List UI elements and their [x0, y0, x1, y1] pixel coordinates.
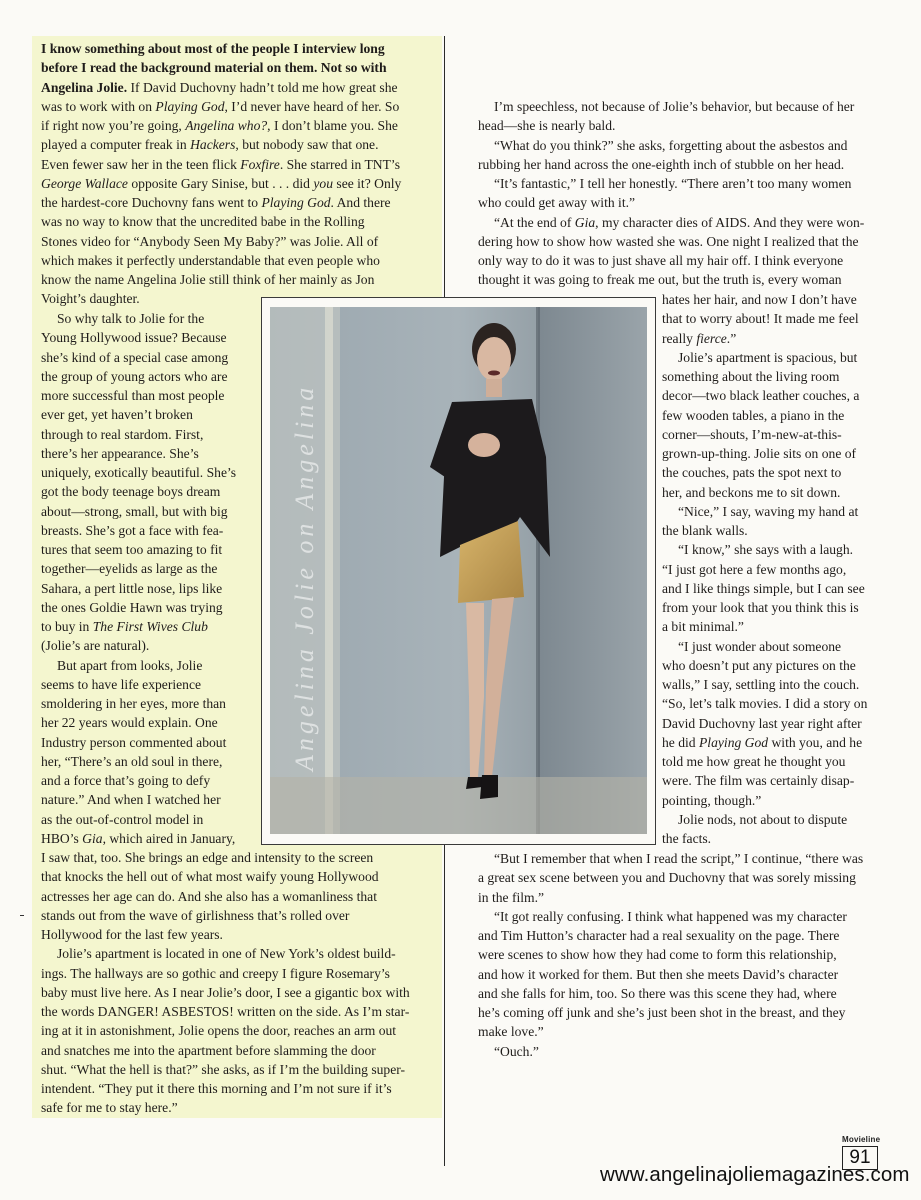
- text-run: , I don’t blame you. She: [267, 118, 398, 133]
- text-run: shut. “What the hell is that?” she asks, as if I’m the building super-: [41, 1061, 406, 1077]
- article-line: [41, 1002, 439, 1021]
- article-line: [41, 367, 259, 386]
- article-line: [41, 579, 259, 598]
- text-run: pointing, though.”: [662, 792, 762, 808]
- text-run: she’s kind of a special case among: [41, 349, 229, 365]
- article-line: [41, 848, 439, 867]
- text-run: uniquely, exotically beautiful. She’s: [41, 465, 237, 480]
- article-line: [41, 636, 259, 655]
- article-line: [662, 367, 888, 386]
- article-line: [478, 174, 888, 193]
- article-line: [41, 212, 439, 231]
- text-run: seems to have life experience: [41, 676, 202, 692]
- article-line: [478, 97, 888, 116]
- text-run: a great sex scene between you and Duchovny that was sorely missing: [478, 870, 856, 886]
- article-line: [478, 965, 888, 984]
- text-run: about—strong, small, but with big: [41, 503, 228, 519]
- article-line: [41, 829, 259, 848]
- article-line: [662, 425, 888, 444]
- article-line: [41, 713, 259, 732]
- article-line: [478, 1042, 888, 1061]
- text-run: see it? Only: [333, 175, 402, 191]
- text-run: who could get away with it.”: [478, 195, 636, 211]
- article-line: [662, 560, 888, 579]
- article-line: [41, 887, 439, 906]
- text-run: “I just wonder about someone: [678, 638, 842, 654]
- margin-mark: [20, 915, 24, 916]
- article-line: [41, 174, 439, 193]
- text-run: and snatches me into the apartment before slamming the door: [41, 1042, 376, 1058]
- article-line: [41, 771, 259, 790]
- page-number: 91: [842, 1146, 878, 1170]
- article-line: [41, 944, 439, 963]
- text-run: (Jolie’s are natural).: [41, 638, 150, 654]
- text-run: which makes it perfectly understandable that even people who: [41, 252, 380, 268]
- article-line: [662, 791, 888, 810]
- article-line: [41, 521, 259, 540]
- text-run: Gia: [574, 214, 596, 230]
- text-run: were. The film was certainly disap-: [662, 773, 855, 789]
- article-line: [662, 694, 888, 713]
- article-line: [662, 829, 888, 848]
- article-line: [41, 733, 259, 752]
- text-run: know the name Angelina Jolie still think of her mainly as Jon: [41, 272, 375, 287]
- text-run: So why talk to Jolie for the: [57, 311, 205, 326]
- article-line: [662, 598, 888, 617]
- article-line: [41, 270, 439, 289]
- text-run: who doesn’t put any pictures on the: [662, 657, 856, 673]
- article-line: [478, 888, 888, 907]
- article-line: [41, 78, 439, 97]
- text-run: The First Wives Club: [92, 619, 208, 634]
- text-run: stands out from the wave of girlishness that’s rolled over: [41, 907, 350, 923]
- article-line: [478, 136, 888, 155]
- article-line: [41, 752, 259, 771]
- text-run: together—eyelids as large as the: [41, 561, 218, 577]
- text-run: and how it worked for them. But then she meets David’s character: [478, 966, 839, 982]
- magazine-label: Movieline: [842, 1135, 881, 1144]
- text-run: the couches, pats the spot next to: [662, 465, 842, 481]
- text-run: actresses her age can do. And she also has a womanliness that: [41, 888, 377, 904]
- text-run: corner—shouts, I’m-new-at-this-: [662, 426, 842, 442]
- text-run: told me how great he thought you: [662, 754, 846, 769]
- text-run: the words DANGER! ASBESTOS! written on the side. As I’m star-: [41, 1004, 410, 1019]
- text-run: he did: [662, 734, 699, 750]
- text-run: as the out-of-control model in: [41, 811, 204, 827]
- article-line: [41, 790, 259, 809]
- article-line: [478, 926, 888, 945]
- text-run: hates her hair, and now I don’t have: [662, 292, 857, 307]
- text-run: that knocks the hell out of what most waify young Hollywood: [41, 869, 379, 885]
- article-line: [478, 213, 888, 232]
- article-col2-bottom: [478, 849, 888, 1061]
- article-line: [662, 579, 888, 598]
- article-line: [662, 348, 888, 367]
- article-line: [478, 232, 888, 251]
- text-run: the facts.: [662, 831, 712, 846]
- article-line: [478, 270, 888, 289]
- article-line: [41, 425, 259, 444]
- text-run: tures that seem too amazing to fit: [41, 542, 223, 557]
- text-run: baby must live here. As I near Jolie’s door, I see a gigantic box with: [41, 984, 410, 1000]
- text-run: Playing God: [699, 734, 769, 750]
- text-run: “But I remember that when I read the script,” I continue, “there was: [494, 851, 864, 866]
- text-run: and I like things simple, but I can see: [662, 580, 865, 596]
- text-run: ings. The hallways are so gothic and creepy I figure Rosemary’s: [41, 965, 390, 981]
- article-line: [662, 656, 888, 675]
- text-run: before I read the background material on them. Not so with: [41, 60, 387, 76]
- text-run: that to worry about! It made me feel: [662, 311, 859, 327]
- text-run: “At the end of: [494, 214, 575, 230]
- text-run: Playing God: [261, 195, 331, 210]
- article-line: [662, 329, 888, 348]
- article-line: [41, 867, 439, 886]
- article-line: [41, 617, 259, 636]
- text-run: played a computer freak in: [41, 137, 191, 153]
- text-run: “So, let’s talk movies. I did a story on: [662, 696, 868, 712]
- article-line: [41, 97, 439, 116]
- text-run: if right now you’re going,: [41, 118, 186, 133]
- article-line: [41, 444, 259, 463]
- article-line: [41, 328, 259, 347]
- text-run: and she falls for him, too. So there was this scene they had, where: [478, 985, 837, 1001]
- article-line: [478, 1022, 888, 1041]
- text-run: Jolie’s apartment is located in one of New York’s oldest build-: [57, 946, 396, 962]
- text-run: “Ouch.”: [494, 1043, 539, 1059]
- article-line: [41, 405, 259, 424]
- text-run: more successful than most people: [41, 388, 225, 403]
- text-run: her, and beckons me to sit down.: [662, 484, 841, 500]
- text-run: Stones video for “Anybody Seen My Baby?” was Jolie. All of: [41, 233, 379, 249]
- article-line: [662, 309, 888, 328]
- text-run: only way to do it was to just shave all my hair off. I think everyone: [478, 253, 844, 268]
- article-line: [478, 984, 888, 1003]
- text-run: Sahara, a pert little nose, lips like: [41, 580, 223, 596]
- article-col1-top: [41, 39, 439, 309]
- text-run: Hollywood for the last few years.: [41, 927, 223, 942]
- article-line: [41, 1079, 439, 1098]
- text-run: .”: [726, 330, 737, 346]
- article-line: [478, 849, 888, 868]
- text-run: dering how to show how wasted she was. One night I realized that the: [478, 233, 859, 249]
- article-line: [41, 482, 259, 501]
- text-run: the ones Goldie Hawn was trying: [41, 599, 223, 615]
- text-run: something about the living room: [662, 369, 840, 384]
- article-line: [662, 617, 888, 636]
- article-line: [41, 540, 259, 559]
- text-run: was no way to know that the uncredited babe in the Rolling: [41, 214, 365, 230]
- text-run: breasts. She’s got a face with fea-: [41, 522, 224, 538]
- text-run: Foxfire: [240, 156, 280, 172]
- text-run: thought it was going to freak me out, but the truth is, every woman: [478, 272, 842, 288]
- text-run: “What do you think?” she asks, forgetting about the asbestos and: [494, 137, 848, 153]
- article-line: [41, 694, 259, 713]
- text-run: “It got really confusing. I think what happened was my character: [494, 908, 847, 924]
- text-run: I’m speechless, not because of Jolie’s behavior, but because of her: [494, 99, 855, 114]
- text-run: he’s coming off junk and she’s just been shot in the breast, and they: [478, 1005, 846, 1020]
- article-line: [41, 309, 259, 328]
- text-run: I know something about most of the people I interview long: [41, 41, 385, 56]
- text-run: were scenes to show how they had come to form this relationship,: [478, 947, 837, 963]
- article-line: [662, 540, 888, 559]
- text-run: ing at it in astonishment, Jolie opens the door, reaches an arm out: [41, 1023, 397, 1039]
- text-run: few wooden tables, a piano in the: [662, 407, 845, 423]
- photo-overlay-script: Angelina Jolie on Angelina: [290, 383, 319, 771]
- article-line: [41, 155, 439, 174]
- text-run: her 22 years would explain. One: [41, 715, 218, 731]
- article-line: [662, 810, 888, 829]
- article-line: [662, 675, 888, 694]
- article-line: [478, 155, 888, 174]
- text-run: Angelina who?: [185, 118, 268, 133]
- article-line: [41, 598, 259, 617]
- text-run: make love.”: [478, 1024, 544, 1040]
- article-line: [41, 502, 259, 521]
- article-line: [41, 251, 439, 270]
- website-url: www.angelinajoliemagazines.com: [600, 1163, 910, 1186]
- article-line: [41, 964, 439, 983]
- article-line: [478, 116, 888, 135]
- article-line: [478, 945, 888, 964]
- text-run: “I just got here a few months ago,: [662, 561, 847, 577]
- text-run: in the film.”: [478, 889, 545, 905]
- text-run: her, “There’s an old soul in there,: [41, 753, 223, 769]
- article-line: [41, 983, 439, 1002]
- text-run: , but nobody saw that one.: [235, 137, 379, 153]
- article-line: [478, 1003, 888, 1022]
- text-run: Young Hollywood issue? Because: [41, 330, 227, 346]
- text-run: was to work with on: [41, 98, 156, 114]
- text-run: walls,” I say, settling into the couch.: [662, 677, 860, 692]
- article-line: [41, 906, 439, 925]
- article-line: [41, 559, 259, 578]
- text-run: Hackers: [190, 137, 236, 153]
- article-line: [41, 135, 439, 154]
- article-line: [41, 39, 439, 58]
- text-run: from your look that you think this is: [662, 600, 859, 615]
- text-run: “I know,” she says with a laugh.: [678, 542, 854, 558]
- text-run: to buy in: [41, 619, 93, 634]
- text-run: Voight’s daughter.: [41, 291, 140, 307]
- text-run: fierce: [696, 330, 727, 346]
- article-line: [478, 251, 888, 270]
- article-line: [662, 521, 888, 540]
- text-run: head—she is nearly bald.: [478, 118, 616, 134]
- text-run: If David Duchovny hadn’t told me how great she: [127, 79, 398, 95]
- article-line: [662, 444, 888, 463]
- portrait-photo: [270, 307, 647, 834]
- text-run: through to real stardom. First,: [41, 426, 204, 442]
- text-run: , which aired in January,: [102, 830, 236, 846]
- article-line: [41, 810, 259, 829]
- text-run: got the body teenage boys dream: [41, 484, 221, 500]
- article-col2-wrap: [662, 290, 888, 848]
- article-line: [662, 752, 888, 771]
- article-line: [41, 1060, 439, 1079]
- article-line: [662, 771, 888, 790]
- article-col1-bottom: [41, 848, 439, 1118]
- article-line: [41, 463, 259, 482]
- article-line: [662, 733, 888, 752]
- text-run: HBO’s: [41, 830, 83, 846]
- article-line: [41, 193, 439, 212]
- text-run: Jolie nods, not about to dispute: [678, 811, 848, 827]
- article-line: [41, 1041, 439, 1060]
- text-run: the blank walls.: [662, 523, 748, 538]
- text-run: “Nice,” I say, waving my hand at: [678, 503, 859, 519]
- text-run: the group of young actors who are: [41, 368, 228, 384]
- article-line: [41, 58, 439, 77]
- article-line: [662, 502, 888, 521]
- text-run: there’s her appearance. She’s: [41, 445, 199, 461]
- text-run: Jolie’s apartment is spacious, but: [678, 349, 858, 365]
- text-run: David Duchovny last year right after: [662, 715, 862, 731]
- article-col2-top: [478, 97, 888, 290]
- article-line: [41, 1021, 439, 1040]
- article-line: [478, 907, 888, 926]
- article-line: [41, 675, 259, 694]
- article-line: [478, 868, 888, 887]
- text-run: safe for me to stay here.”: [41, 1100, 178, 1116]
- article-line: [41, 232, 439, 251]
- text-run: the hardest-core Duchovny fans went to: [41, 195, 262, 210]
- text-run: Even fewer saw her in the teen flick: [41, 156, 241, 172]
- text-run: a bit minimal.”: [662, 619, 744, 635]
- text-run: grown-up-thing. Jolie sits on one of: [662, 446, 857, 461]
- text-run: smoldering in her eyes, more than: [41, 696, 226, 711]
- text-run: But apart from looks, Jolie: [57, 657, 203, 673]
- photo-frame: [261, 297, 656, 845]
- article-line: [662, 483, 888, 502]
- text-run: . She starred in TNT’s: [279, 156, 400, 172]
- text-run: with you, and he: [768, 734, 863, 750]
- article-line: [41, 925, 439, 944]
- article-line: [662, 463, 888, 482]
- text-run: decor—two black leather couches, a: [662, 388, 860, 404]
- article-line: [41, 348, 259, 367]
- text-run: ever get, yet haven’t broken: [41, 407, 193, 423]
- text-run: Angelina Jolie.: [41, 79, 128, 95]
- text-run: and a force that’s going to defy: [41, 773, 211, 788]
- text-run: Gia: [82, 830, 103, 846]
- text-run: I saw that, too. She brings an edge and intensity to the screen: [41, 850, 374, 865]
- text-run: , I’d never have heard of her. So: [224, 98, 400, 114]
- text-run: intendent. “They put it there this morning and I’m not sure if it’s: [41, 1081, 392, 1096]
- text-run: you: [313, 175, 333, 191]
- text-run: Industry person commented about: [41, 734, 227, 750]
- text-run: Playing God: [155, 98, 225, 114]
- text-run: George Wallace: [41, 175, 128, 191]
- article-line: [662, 406, 888, 425]
- article-line: [478, 193, 888, 212]
- portrait-illustration: [270, 307, 647, 834]
- article-line: [41, 386, 259, 405]
- text-run: really: [662, 330, 697, 346]
- text-run: nature.” And when I watched her: [41, 792, 221, 808]
- article-line: [662, 637, 888, 656]
- article-line: [662, 290, 888, 309]
- text-run: . And there: [330, 195, 391, 210]
- text-run: rubbing her hand across the one-eighth inch of stubble on her head.: [478, 156, 845, 172]
- article-line: [41, 1098, 439, 1117]
- article-line: [41, 656, 259, 675]
- text-run: opposite Gary Sinise, but . . . did: [127, 175, 314, 191]
- text-run: , my character dies of AIDS. And they were won-: [595, 214, 865, 230]
- text-run: and Tim Hutton’s character had a real sexuality on the page. There: [478, 928, 840, 943]
- article-line: [662, 386, 888, 405]
- text-run: “It’s fantastic,” I tell her honestly. “There aren’t too many women: [494, 176, 852, 191]
- article-line: [662, 714, 888, 733]
- article-col1-wrap: [41, 309, 259, 848]
- article-line: [41, 116, 439, 135]
